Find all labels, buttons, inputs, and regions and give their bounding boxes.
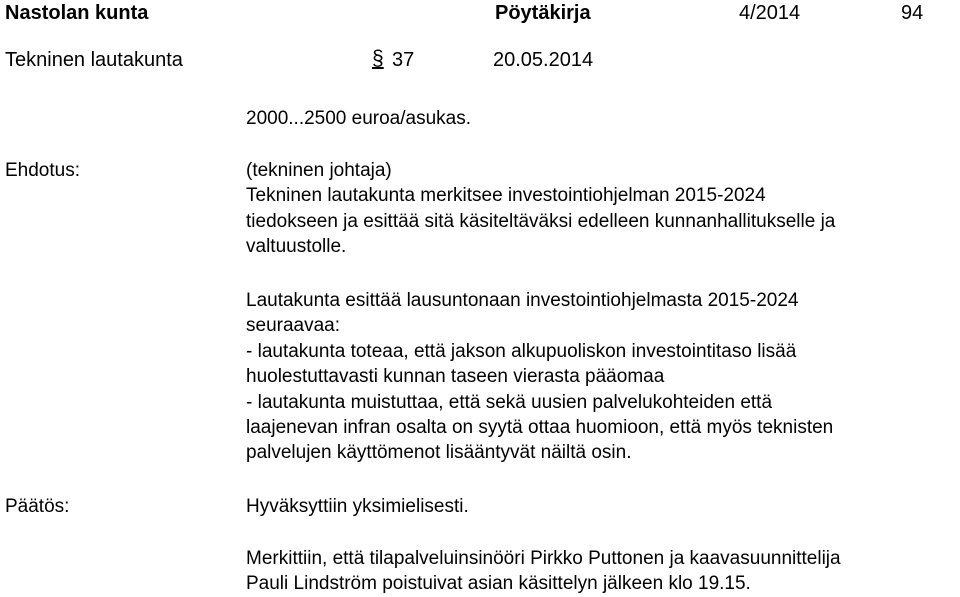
proposal-line: valtuustolle. [246,236,347,258]
proposal-line: (tekninen johtaja) [246,160,392,181]
decision-text: Hyväksyttiin yksimielisesti. [246,496,469,517]
statement-line: laajenevan infran osalta on syytä ottaa huomioon, että myös teknisten [246,417,834,439]
meeting-date: 20.05.2014 [493,49,594,71]
section-sign: § [372,47,384,70]
section-number: 37 [392,49,415,71]
statement-line: seuraavaa: [246,315,341,337]
statement-paragraph [246,288,833,466]
document-type: Pöytäkirja [495,2,591,24]
page-number: 94 [901,2,924,24]
statement-line: - lautakunta muistuttaa, että sekä uusien palvelukohteiden että [246,391,773,413]
proposal-label: Ehdotus: [5,160,80,181]
statement-line: palvelujen käyttömenot lisääntyvät näiltä osin. [246,442,632,464]
board-name: Tekninen lautakunta [5,49,183,71]
proposal-line: Tekninen lautakunta merkitsee investointiohjelman 2015-2024 [246,185,766,207]
statement-line: huolestuttavasti kunnan taseen vierasta pääomaa [246,366,665,388]
note-line: Pauli Lindström poistuivat asian käsittelyn jälkeen klo 19.15. [246,573,751,595]
statement-line: Lautakunta esittää lausuntonaan investointiohjelmasta 2015-2024 [246,290,799,311]
proposal-line: tiedokseen ja esittää sitä käsiteltäväksi edelleen kunnanhallitukselle ja [246,210,836,232]
note-paragraph [246,546,841,597]
statement-line: - lautakunta toteaa, että jakson alkupuoliskon investointitaso lisää [246,340,797,362]
issue-number: 4/2014 [739,2,801,24]
intro-line: 2000...2500 euroa/asukas. [246,108,472,129]
decision-label: Päätös: [5,496,70,517]
note-line: Merkittiin, että tilapalveluinsinööri Pirkko Puttonen ja kaavasuunnittelija [246,548,841,569]
municipality-name: Nastolan kunta [5,2,149,24]
proposal-paragraph [246,158,835,260]
